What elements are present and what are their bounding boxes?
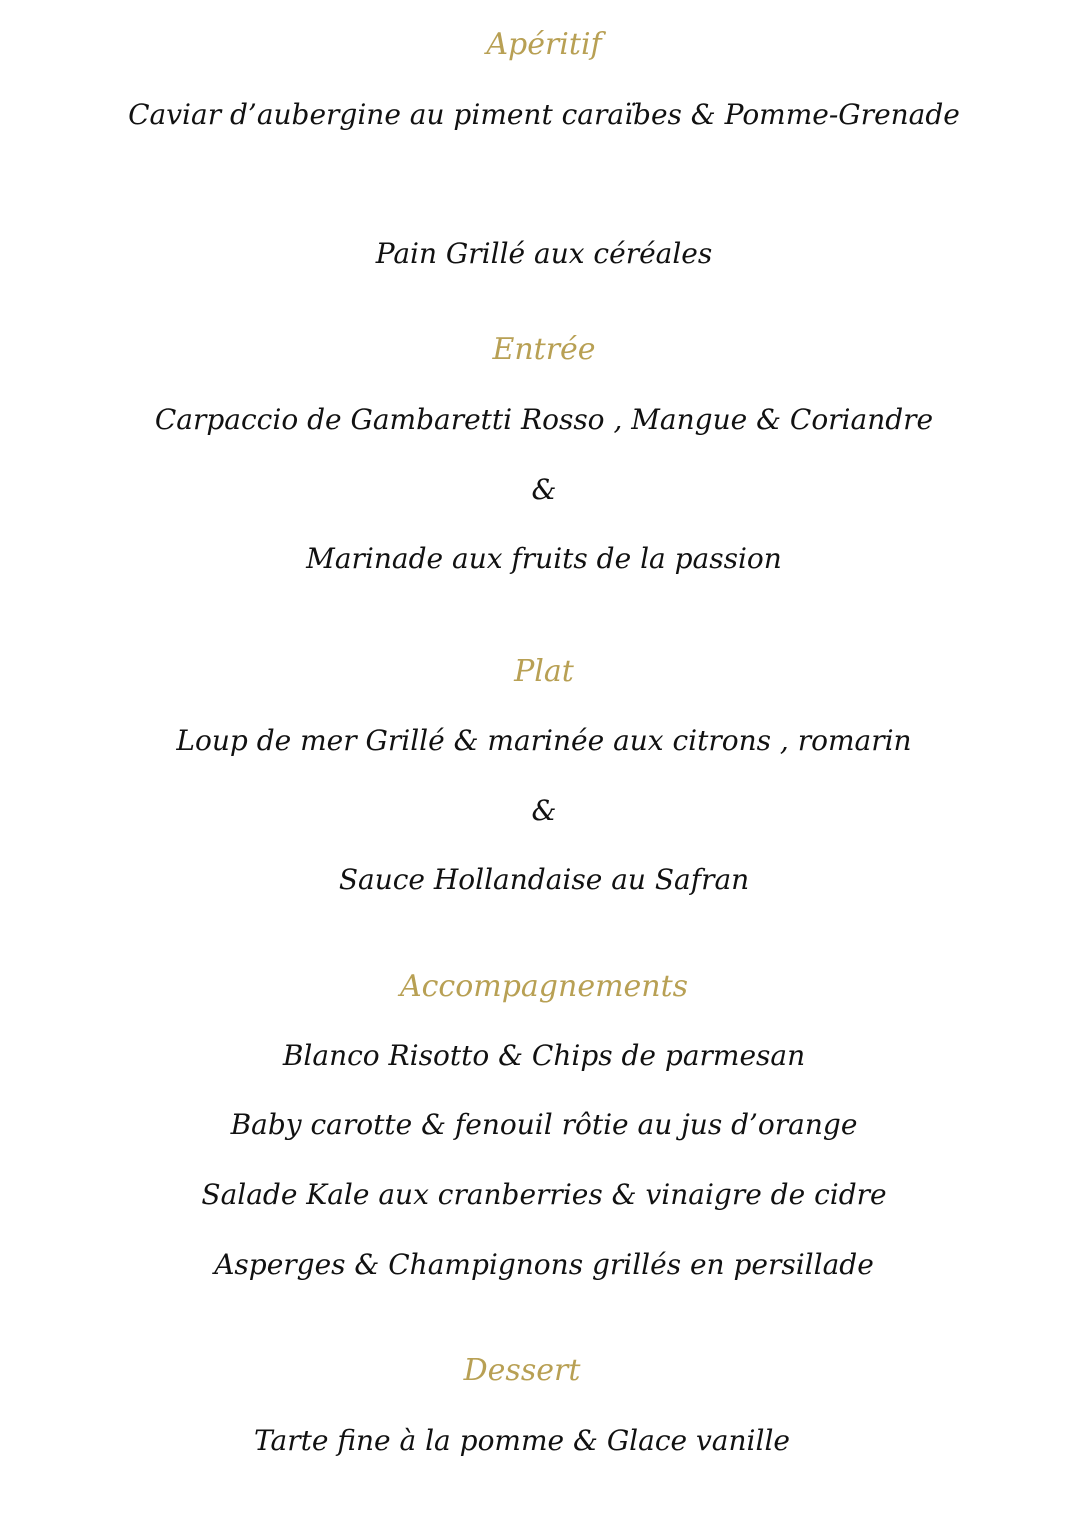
accompagnements-item-asperges: Asperges & Champignons grillés en persillade: [214, 1248, 874, 1281]
accompagnements-item-salade: Salade Kale aux cranberries & vinaigre de cidre: [201, 1178, 887, 1211]
entree-heading: Entrée: [492, 332, 596, 367]
entree-item-carpaccio: Carpaccio de Gambaretti Rosso , Mangue & Coriandre: [154, 403, 934, 436]
dessert-heading: Dessert: [463, 1353, 581, 1388]
accompagnements-heading: Accompagnements: [399, 969, 689, 1004]
dessert-item-tarte: Tarte fine à la pomme & Glace vanille: [254, 1424, 790, 1457]
accompagnements-item-risotto: Blanco Risotto & Chips de parmesan: [282, 1039, 806, 1072]
aperitif-item-pain: Pain Grillé aux céréales: [375, 237, 713, 270]
plat-heading: Plat: [514, 654, 574, 689]
accompagnements-item-carotte: Baby carotte & fenouil rôtie au jus d’orange: [230, 1108, 858, 1141]
plat-item-sauce: Sauce Hollandaise au Safran: [338, 863, 750, 896]
entree-item-marinade: Marinade aux fruits de la passion: [306, 542, 782, 575]
plat-item-loup: Loup de mer Grillé & marinée aux citrons , romarin: [176, 724, 912, 757]
aperitif-heading: Apéritif: [486, 27, 602, 62]
plat-ampersand: &: [531, 794, 557, 827]
aperitif-item-caviar: Caviar d’aubergine au piment caraïbes & Pomme-Grenade: [128, 98, 960, 131]
entree-ampersand: &: [531, 473, 557, 506]
